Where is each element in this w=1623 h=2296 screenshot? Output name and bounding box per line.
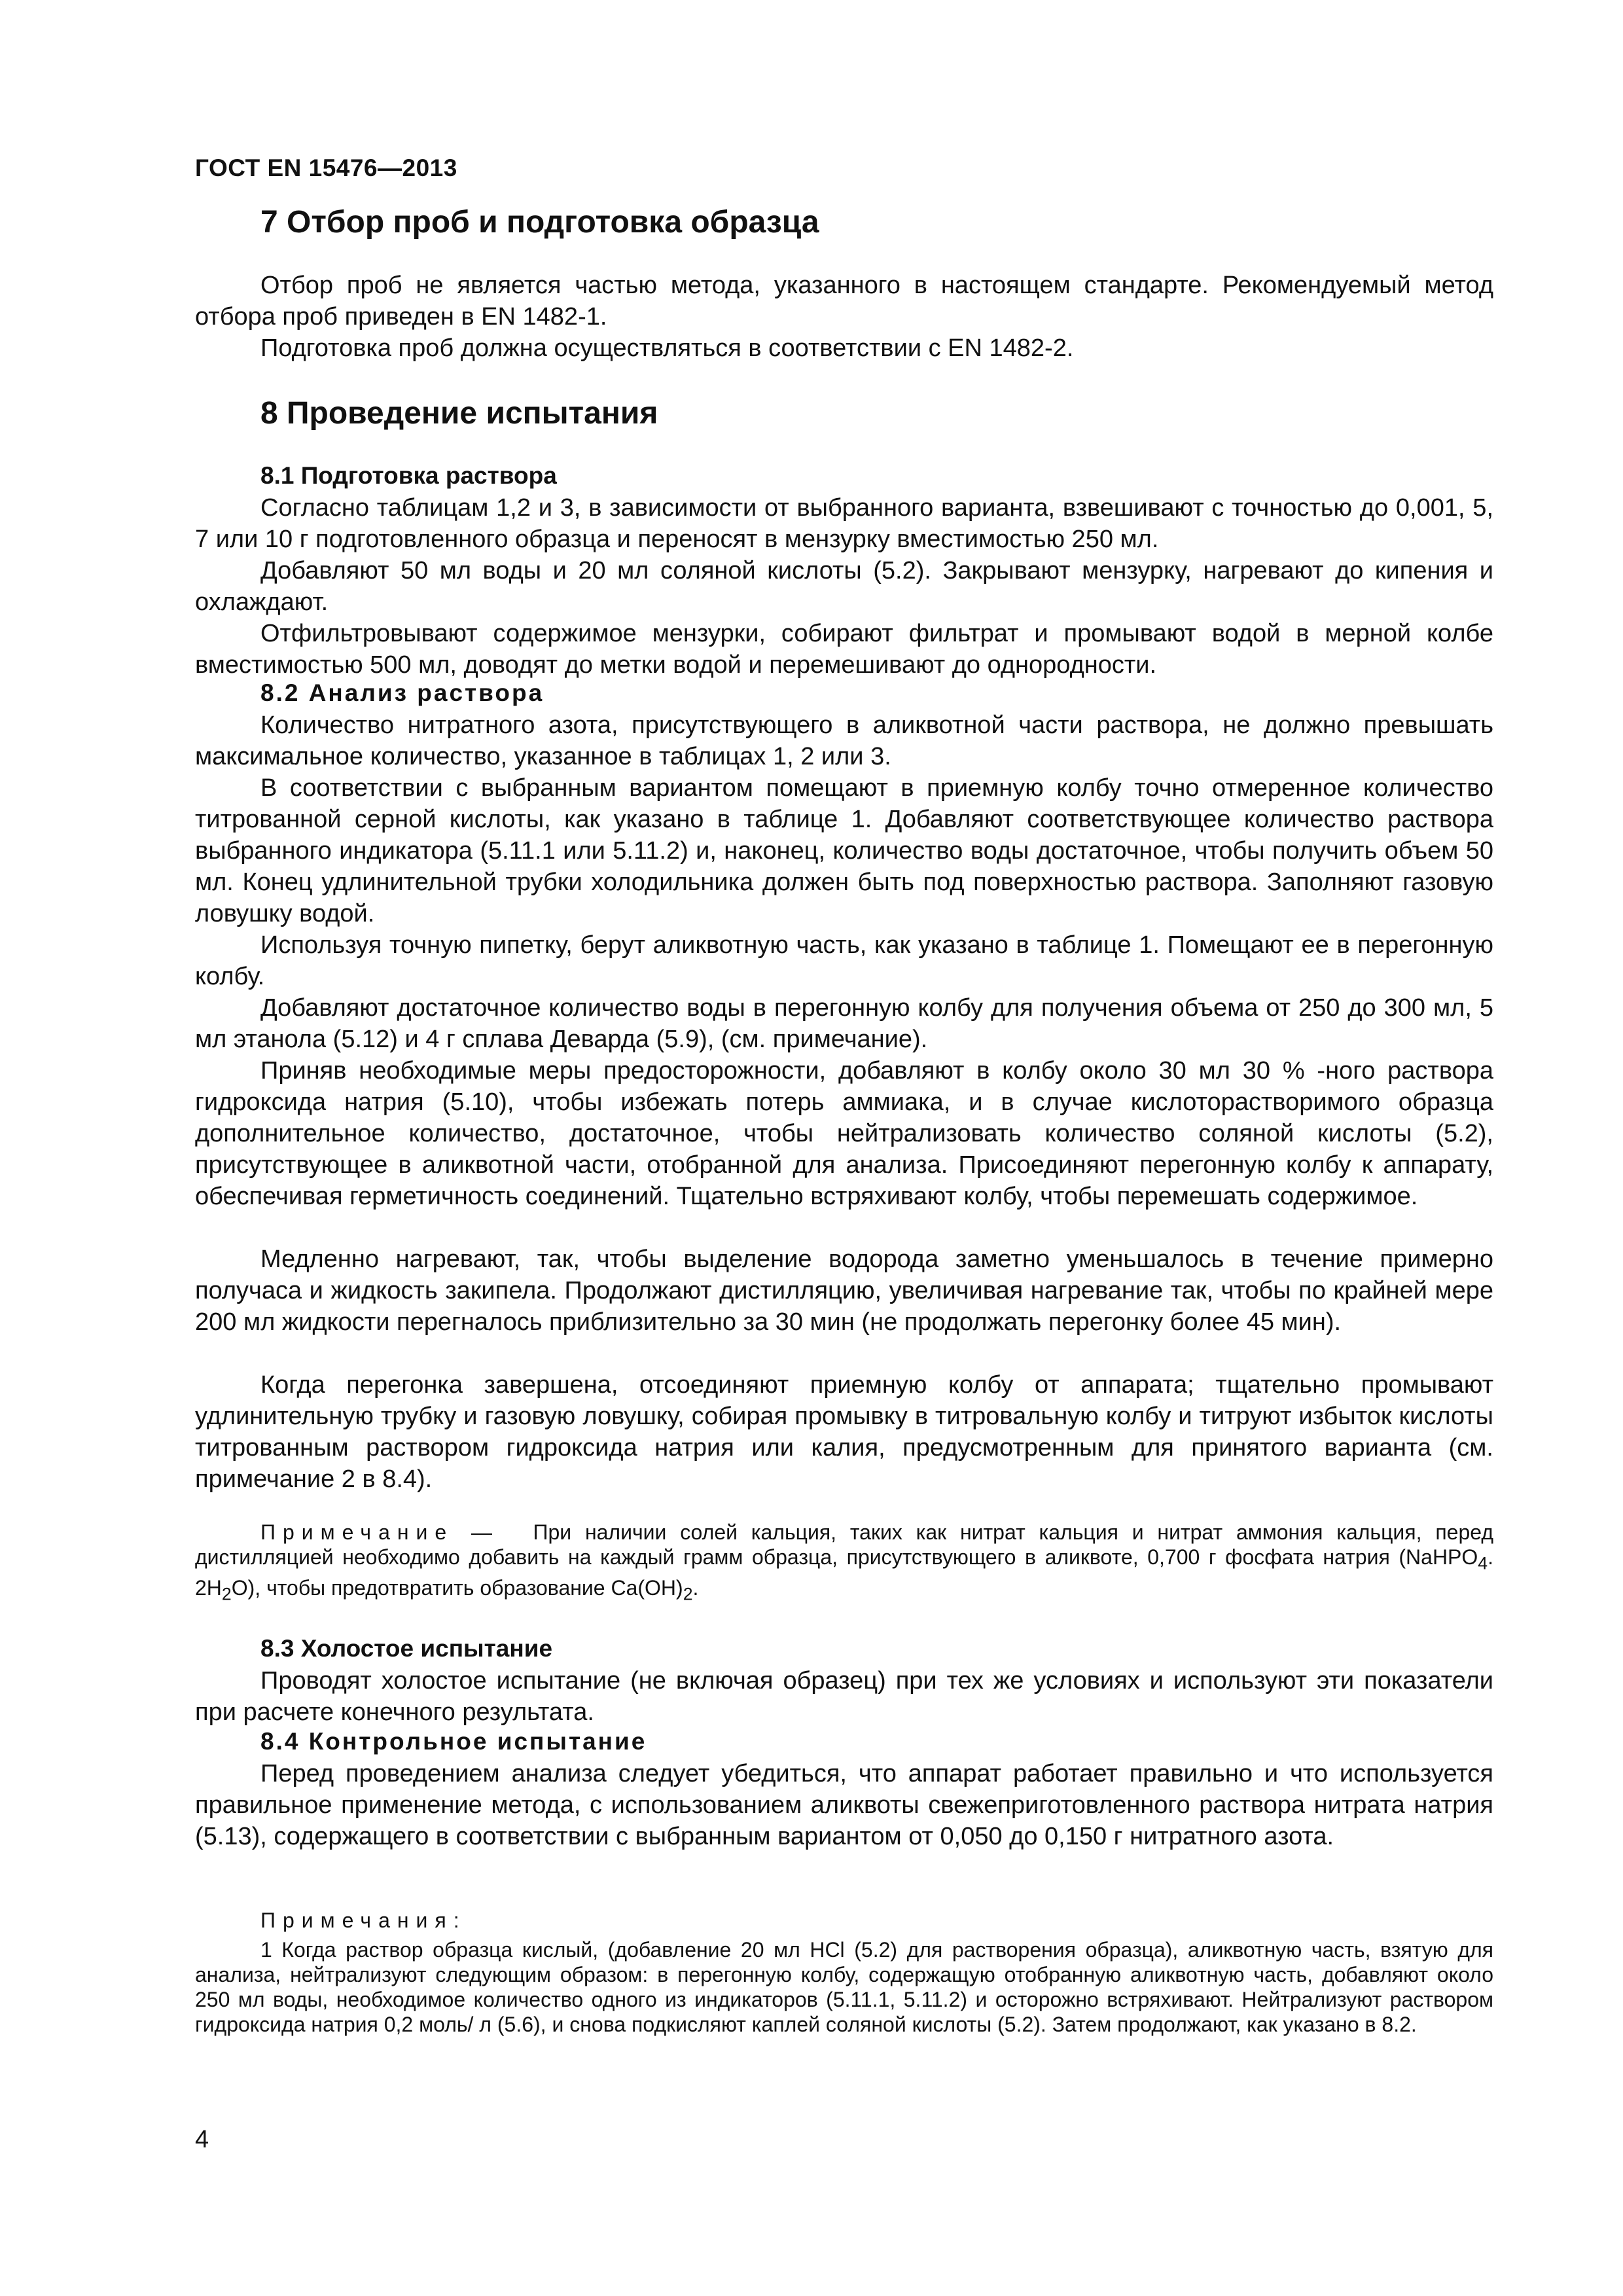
subsection-8-2-title: 8.2 Анализ раствора — [260, 679, 544, 706]
section-7-paragraph: Отбор проб не является частью метода, указанного в настоящем стандарте. Рекомендуемый метод отбора проб приведен в EN 1482-1. — [195, 272, 1493, 331]
note-subscript: 4 — [1478, 1553, 1488, 1573]
subsection-8-2-paragraph: Количество нитратного азота, присутствующего в аликвотной части раствора, не должно превышать максимальное количество, указанное в таблицах 1, 2 или 3. — [195, 711, 1493, 770]
note-text: O), чтобы предотвратить образование Ca(OH) — [231, 1576, 683, 1600]
subsection-8-2-paragraph: В соответствии с выбранным вариантом помещают в приемную колбу точно отмеренное количество титрованной серной кислоты, как указано в таблице 1. Добавляют соответствующее количество раствора выбранного индикатора (5.11.1 или 5.11.2) и, наконец, количество воды достаточное, чтобы получить объем 50 мл. Конец удлинительной трубки холодильника должен быть под поверхностью раствора. Заполняют газовую ловушку водой. — [195, 774, 1493, 927]
note-1: 1 Когда раствор образца кислый, (добавление 20 мл HCl (5.2) для растворения образца), аликвотную часть, взятую для анализа, нейтрализуют следующим образом: в перегонную колбу, содержащую отобранную аликвотную часть, добавляют около 250 мл воды, необходимое количество одного из индикаторов (5.11.1, 5.11.2) и осторожно встряхивают. Нейтрализуют раствором гидроксида натрия 0,2 моль/ л (5.6), и снова подкисляют каплей соляной кислоты (5.2). Затем продолжают, как указано в 8.2. — [195, 1938, 1493, 2036]
note-subscript: 2 — [221, 1584, 232, 1604]
note-text: . — [692, 1576, 699, 1600]
section-7-title: 7 Отбор проб и подготовка образца — [260, 205, 819, 240]
subsection-8-3-title: 8.3 Холостое испытание — [260, 1635, 553, 1662]
subsection-8-1-paragraph: Добавляют 50 мл воды и 20 мл соляной кислоты (5.2). Закрывают мензурку, нагревают до кипения и охлаждают. — [195, 557, 1493, 616]
subsection-8-2-paragraph: Добавляют достаточное количество воды в перегонную колбу для получения объема от 250 до 300 мл, 5 мл этанола (5.12) и 4 г сплава Деварда (5.9), (см. примечание). — [195, 994, 1493, 1053]
subsection-8-1-paragraph: Согласно таблицам 1,2 и 3, в зависимости от выбранного варианта, взвешивают с точностью до 0,001, 5, 7 или 10 г подготовленного образца и переносят в мензурку вместимостью 250 мл. — [195, 494, 1493, 553]
subsection-8-2-paragraph: Приняв необходимые меры предосторожности, добавляют в колбу около 30 мл 30 % -ного раствора гидроксида натрия (5.10), чтобы избежать потерь аммиака, и в случае кислоторастворимого образца дополнительное количество, достаточное, чтобы нейтрализовать количество соляной кислоты (5.2), присутствующее в аликвотной части, отобранной для анализа. Присоединяют перегонную колбу к аппарату, обеспечивая герметичность соединений. Тщательно встряхивают колбу, чтобы перемешать содержимое. — [195, 1057, 1493, 1210]
subsection-8-4-title: 8.4 Контрольное испытание — [260, 1728, 647, 1755]
subsection-8-1-paragraph: Отфильтровывают содержимое мензурки, собирают фильтрат и промывают водой в мерной колбе вместимостью 500 мл, доводят до метки водой и перемешивают до однородности. — [195, 620, 1493, 679]
note-text: При наличии солей кальция, таких как нитрат кальция и нитрат аммония кальция, перед дистилляцией необходимо добавить на каждый грамм образца, присутствующего в аликвоте, 0,700 г фосфата натрия (NaHPO — [195, 1520, 1494, 1569]
notes-label: Примечания: — [260, 1909, 467, 1932]
subsection-8-2-paragraph: Медленно нагревают, так, чтобы выделение водорода заметно уменьшалось в течение примерно получаса и жидкость закипела. Продолжают дистилляцию, увеличивая нагревание так, чтобы по крайней мере 200 мл жидкости перегналось приблизительно за 30 мин (не продолжать перегонку более 45 мин). — [195, 1246, 1493, 1336]
note-text: . 2H — [195, 1545, 1493, 1600]
section-8-title: 8 Проведение испытания — [260, 396, 658, 431]
section-7-paragraph: Подготовка проб должна осуществляться в соответствии с EN 1482-2. — [260, 334, 1074, 362]
page-number: 4 — [195, 2126, 209, 2153]
note-block — [195, 1520, 1493, 1607]
subsection-8-2-paragraph: Когда перегонка завершена, отсоединяют приемную колбу от аппарата; тщательно промывают удлинительную трубку и газовую ловушку, собирая промывку в титровальную колбу и титруют избыток кислоты титрованным раствором гидроксида натрия или калия, предусмотренным для принятого варианта (см. примечание 2 в 8.4). — [195, 1371, 1493, 1493]
subsection-8-1-title: 8.1 Подготовка раствора — [260, 462, 557, 489]
subsection-8-3-paragraph: Проводят холостое испытание (не включая образец) при тех же условиях и используют эти показатели при расчете конечного результата. — [195, 1667, 1493, 1726]
document-code: ГОСТ EN 15476—2013 — [195, 154, 457, 181]
subsection-8-2-paragraph: Используя точную пипетку, берут аликвотную часть, как указано в таблице 1. Помещают ее в перегонную колбу. — [195, 931, 1493, 990]
note-dash: — — [471, 1520, 493, 1544]
note-label: Примечание — [260, 1520, 454, 1544]
note-subscript: 2 — [683, 1584, 693, 1604]
subsection-8-4-paragraph: Перед проведением анализа следует убедиться, что аппарат работает правильно и что используется правильное применение метода, с использованием аликвоты свежеприготовленного раствора нитрата натрия (5.13), содержащего в соответствии с выбранным вариантом от 0,050 до 0,150 г нитратного азота. — [195, 1760, 1493, 1850]
